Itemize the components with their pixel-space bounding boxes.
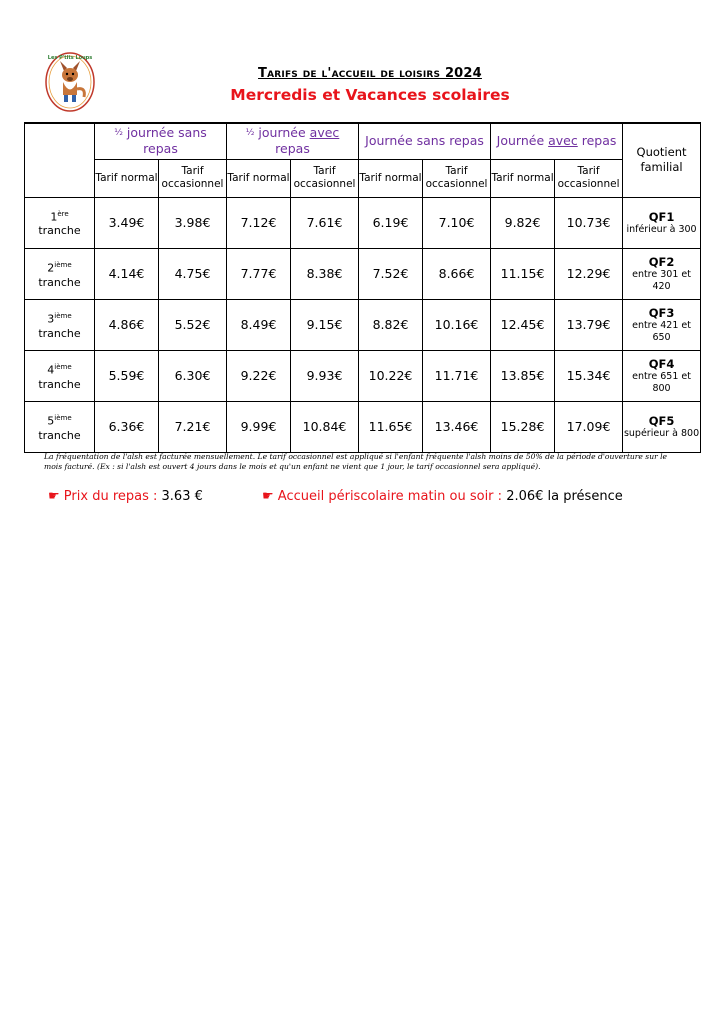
meal-price: ☛ Prix du repas : 3.63 € bbox=[48, 489, 203, 504]
price-cell: 5.59€ bbox=[95, 350, 159, 401]
sub-header-normal: Tarif normal bbox=[359, 159, 423, 197]
group-header-row bbox=[25, 123, 701, 159]
price-cell: 15.34€ bbox=[555, 350, 623, 401]
price-cell: 11.15€ bbox=[491, 248, 555, 299]
logo bbox=[44, 51, 96, 113]
price-cell: 8.66€ bbox=[423, 248, 491, 299]
price-cell: 7.21€ bbox=[159, 401, 227, 452]
price-cell: 5.52€ bbox=[159, 299, 227, 350]
price-cell: 11.65€ bbox=[359, 401, 423, 452]
page-subtitle: Mercredis et Vacances scolaires bbox=[230, 86, 510, 104]
price-cell: 9.99€ bbox=[227, 401, 291, 452]
price-cell: 8.49€ bbox=[227, 299, 291, 350]
page-title: Tarifs de l'accueil de loisirs 2024 bbox=[258, 66, 482, 81]
qf-cell: QF4 entre 651 et 800 bbox=[623, 350, 701, 401]
price-cell: 12.29€ bbox=[555, 248, 623, 299]
table-row bbox=[25, 299, 701, 350]
price-cell: 10.84€ bbox=[291, 401, 359, 452]
price-cell: 13.79€ bbox=[555, 299, 623, 350]
price-cell: 7.61€ bbox=[291, 197, 359, 248]
sub-header-occasional: Tarif occasionnel bbox=[159, 159, 227, 197]
table-row bbox=[25, 248, 701, 299]
price-cell: 10.73€ bbox=[555, 197, 623, 248]
price-cell: 7.12€ bbox=[227, 197, 291, 248]
price-cell: 7.10€ bbox=[423, 197, 491, 248]
table-row bbox=[25, 197, 701, 248]
sub-header-normal: Tarif normal bbox=[491, 159, 555, 197]
sub-header-normal: Tarif normal bbox=[95, 159, 159, 197]
price-cell: 7.52€ bbox=[359, 248, 423, 299]
group-header-day-with-meal: Journée avec repas bbox=[491, 123, 623, 159]
price-cell: 6.36€ bbox=[95, 401, 159, 452]
tariff-table bbox=[24, 122, 701, 453]
sub-header-normal: Tarif normal bbox=[227, 159, 291, 197]
price-cell: 9.22€ bbox=[227, 350, 291, 401]
price-cell: 6.19€ bbox=[359, 197, 423, 248]
price-cell: 13.46€ bbox=[423, 401, 491, 452]
price-cell: 6.30€ bbox=[159, 350, 227, 401]
table-row bbox=[25, 350, 701, 401]
price-cell: 3.98€ bbox=[159, 197, 227, 248]
price-cell: 10.16€ bbox=[423, 299, 491, 350]
price-cell: 4.86€ bbox=[95, 299, 159, 350]
pointer-icon: ☛ bbox=[262, 489, 274, 504]
group-header-half-day-no-meal: ½ journée sans repas bbox=[95, 123, 227, 159]
price-cell: 3.49€ bbox=[95, 197, 159, 248]
qf-cell: QF5 supérieur à 800 bbox=[623, 401, 701, 452]
price-cell: 8.38€ bbox=[291, 248, 359, 299]
pointer-icon: ☛ bbox=[48, 489, 60, 504]
periscolaire-price: ☛ Accueil périscolaire matin ou soir : 2.06€ la présence bbox=[262, 489, 623, 504]
price-cell: 13.85€ bbox=[491, 350, 555, 401]
sub-header-occasional: Tarif occasionnel bbox=[291, 159, 359, 197]
price-cell: 15.28€ bbox=[491, 401, 555, 452]
price-cell: 10.22€ bbox=[359, 350, 423, 401]
sub-header-occasional: Tarif occasionnel bbox=[423, 159, 491, 197]
price-cell: 4.14€ bbox=[95, 248, 159, 299]
group-header-day-no-meal: Journée sans repas bbox=[359, 123, 491, 159]
tranche-label: 2ième tranche bbox=[25, 248, 95, 299]
quotient-header: Quotient familial bbox=[623, 123, 701, 197]
tranche-label: 5ième tranche bbox=[25, 401, 95, 452]
price-cell: 9.15€ bbox=[291, 299, 359, 350]
qf-cell: QF3 entre 421 et 650 bbox=[623, 299, 701, 350]
billing-note: La fréquentation de l'alsh est facturée mensuellement. Le tarif occasionnel est appliqué si l'enfant fréquente l'alsh moins de 50% de la période d'ouverture sur le mois facturé. (Ex : si l'alsh est ouvert 4 jours dans le mois et qu'un enfant ne vient que 1 jour, le tarif occasionnel sera appliqué). bbox=[44, 452, 668, 471]
sub-header-occasional: Tarif occasionnel bbox=[555, 159, 623, 197]
group-header-half-day-with-meal: ½ journée avec repas bbox=[227, 123, 359, 159]
qf-cell: QF2 entre 301 et 420 bbox=[623, 248, 701, 299]
price-cell: 17.09€ bbox=[555, 401, 623, 452]
tranche-label: 4ième tranche bbox=[25, 350, 95, 401]
sub-header-row bbox=[25, 159, 701, 197]
price-cell: 9.82€ bbox=[491, 197, 555, 248]
price-cell: 8.82€ bbox=[359, 299, 423, 350]
price-cell: 12.45€ bbox=[491, 299, 555, 350]
price-cell: 9.93€ bbox=[291, 350, 359, 401]
price-cell: 11.71€ bbox=[423, 350, 491, 401]
tranche-label: 3ième tranche bbox=[25, 299, 95, 350]
table-row bbox=[25, 401, 701, 452]
price-cell: 4.75€ bbox=[159, 248, 227, 299]
price-cell: 7.77€ bbox=[227, 248, 291, 299]
qf-cell: QF1 inférieur à 300 bbox=[623, 197, 701, 248]
empty-corner-cell bbox=[25, 123, 95, 197]
tranche-label: 1ère tranche bbox=[25, 197, 95, 248]
logo-text: Les P'tits Loups bbox=[47, 55, 93, 61]
